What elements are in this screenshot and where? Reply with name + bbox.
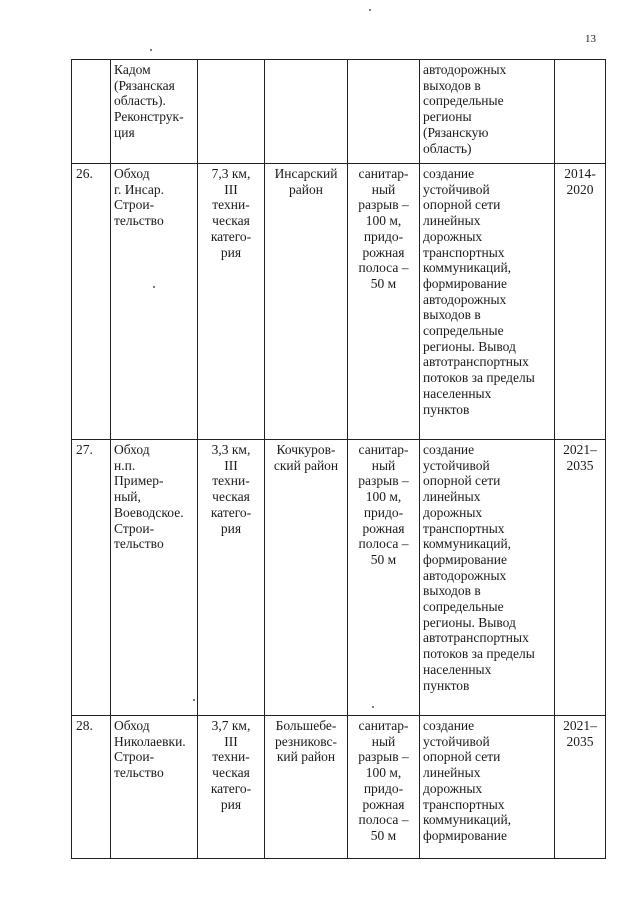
district bbox=[265, 60, 348, 164]
period: 2021– 2035 bbox=[555, 716, 606, 859]
table-row bbox=[72, 60, 606, 164]
table-row bbox=[72, 716, 606, 859]
length-category: 7,3 км, III техни- ческая катего- рия bbox=[198, 164, 265, 440]
row-number: 26. bbox=[72, 164, 111, 440]
district: Большебе- резниковс- кий район bbox=[265, 716, 348, 859]
row-number: 27. bbox=[72, 440, 111, 716]
table-row bbox=[72, 440, 606, 716]
purpose: создание устойчивой опорной сети линейных дорожных транспортных коммуникаций, формирование автодорожных выходов в сопредельные регионы. Вывод автотранспортных потоков за пределы населенных пунктов bbox=[420, 440, 555, 716]
row-number bbox=[72, 60, 111, 164]
object-name: Обход н.п. Пример- ный, Воеводское. Строи- тельство bbox=[111, 440, 198, 716]
scan-speck bbox=[372, 706, 374, 708]
scan-speck bbox=[369, 9, 371, 11]
purpose: создание устойчивой опорной сети линейных дорожных транспортных коммуникаций, формирование bbox=[420, 716, 555, 859]
length-category: 3,3 км, III техни- ческая катего- рия bbox=[198, 440, 265, 716]
zone-info: санитар- ный разрыв – 100 м, придо- рожная полоса – 50 м bbox=[348, 440, 420, 716]
district: Инсарский район bbox=[265, 164, 348, 440]
length-category: 3,7 км, III техни- ческая катего- рия bbox=[198, 716, 265, 859]
length-category bbox=[198, 60, 265, 164]
zone-info: санитар- ный разрыв – 100 м, придо- рожная полоса – 50 м bbox=[348, 716, 420, 859]
scan-speck bbox=[150, 49, 152, 51]
purpose: автодорожных выходов в сопредельные регионы (Рязанскую область) bbox=[420, 60, 555, 164]
object-name: Кадом (Рязанская область). Реконструк- ция bbox=[111, 60, 198, 164]
page-number: 13 bbox=[585, 33, 596, 45]
period bbox=[555, 60, 606, 164]
object-name: Обход Николаевки. Строи- тельство bbox=[111, 716, 198, 859]
period: 2014- 2020 bbox=[555, 164, 606, 440]
row-number: 28. bbox=[72, 716, 111, 859]
period: 2021– 2035 bbox=[555, 440, 606, 716]
district: Кочкуров- ский район bbox=[265, 440, 348, 716]
scan-speck bbox=[193, 699, 195, 701]
object-name: Обход г. Инсар. Строи- тельство bbox=[111, 164, 198, 440]
purpose: создание устойчивой опорной сети линейных дорожных транспортных коммуникаций, формирование автодорожных выходов в сопредельные регионы. Вывод автотранспортных потоков за пределы населенных пунктов bbox=[420, 164, 555, 440]
table-row bbox=[72, 164, 606, 440]
zone-info bbox=[348, 60, 420, 164]
road-projects-table bbox=[71, 59, 606, 859]
scan-speck bbox=[153, 286, 155, 288]
zone-info: санитар- ный разрыв – 100 м, придо- рожная полоса – 50 м bbox=[348, 164, 420, 440]
